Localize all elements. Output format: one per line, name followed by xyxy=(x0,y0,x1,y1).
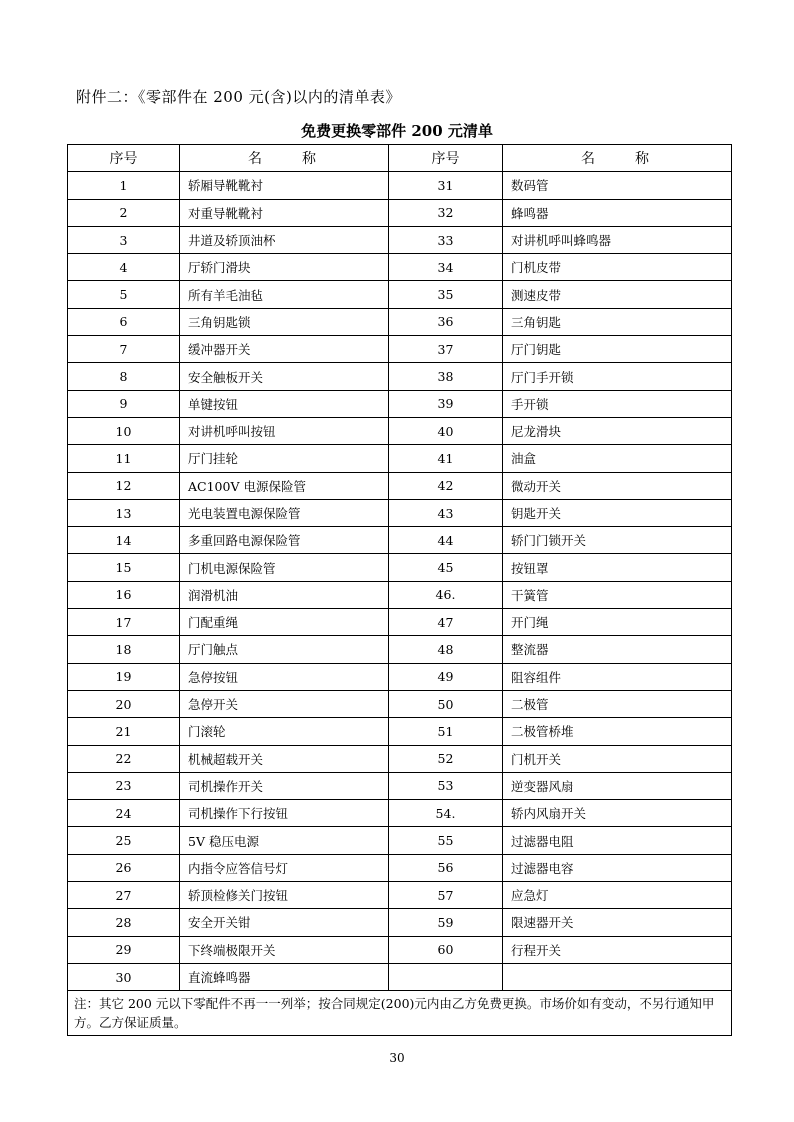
right-number-cell: 35 xyxy=(389,281,503,308)
right-number-cell: 56 xyxy=(389,854,503,881)
right-part-name-cell: 过滤器电阻 xyxy=(503,827,732,854)
left-number-cell: 1 xyxy=(68,172,180,199)
right-part-name-cell: 开门绳 xyxy=(503,609,732,636)
right-number-cell: 34 xyxy=(389,254,503,281)
left-number-cell: 26 xyxy=(68,854,180,881)
table-row xyxy=(68,772,732,799)
table-row xyxy=(68,336,732,363)
table-row xyxy=(68,827,732,854)
parts-table xyxy=(67,144,732,1036)
right-number-cell: 46. xyxy=(389,581,503,608)
left-part-name-cell: 安全开关钳 xyxy=(180,909,389,936)
table-row xyxy=(68,554,732,581)
left-part-name-cell: 门机电源保险管 xyxy=(180,554,389,581)
left-part-name-cell: 单键按钮 xyxy=(180,390,389,417)
left-number-cell: 10 xyxy=(68,417,180,444)
right-number-cell: 41 xyxy=(389,445,503,472)
right-part-name-cell: 测速皮带 xyxy=(503,281,732,308)
table-row xyxy=(68,172,732,199)
left-number-cell: 18 xyxy=(68,636,180,663)
right-part-name-cell: 逆变器风扇 xyxy=(503,772,732,799)
table-row xyxy=(68,254,732,281)
table-row xyxy=(68,800,732,827)
right-number-cell: 54. xyxy=(389,800,503,827)
right-part-name-cell: 油盒 xyxy=(503,445,732,472)
right-part-name-cell: 按钮罩 xyxy=(503,554,732,581)
right-number-cell: 59 xyxy=(389,909,503,936)
left-number-cell: 22 xyxy=(68,745,180,772)
left-part-name-cell: 安全触板开关 xyxy=(180,363,389,390)
left-number-cell: 23 xyxy=(68,772,180,799)
left-part-name-cell: 三角钥匙锁 xyxy=(180,308,389,335)
right-part-name-cell: 整流器 xyxy=(503,636,732,663)
right-number-cell: 53 xyxy=(389,772,503,799)
right-part-name-cell: 行程开关 xyxy=(503,936,732,963)
right-part-name-cell: 过滤器电容 xyxy=(503,854,732,881)
right-number-cell: 37 xyxy=(389,336,503,363)
table-row xyxy=(68,854,732,881)
right-number-cell: 38 xyxy=(389,363,503,390)
right-number-cell: 36 xyxy=(389,308,503,335)
right-number-cell: 50 xyxy=(389,690,503,717)
left-part-name-cell: 门配重绳 xyxy=(180,609,389,636)
table-title: 免费更换零部件 200 元清单 xyxy=(301,122,493,140)
right-part-name-cell: 尼龙滑块 xyxy=(503,417,732,444)
table-row xyxy=(68,281,732,308)
right-part-name-cell: 三角钥匙 xyxy=(503,308,732,335)
table-row xyxy=(68,581,732,608)
right-number-cell xyxy=(389,963,503,990)
header-name-right: 名 称 xyxy=(503,145,732,172)
table-row xyxy=(68,472,732,499)
right-part-name-cell: 蜂鸣器 xyxy=(503,199,732,226)
table-row xyxy=(68,636,732,663)
left-part-name-cell: 所有羊毛油毡 xyxy=(180,281,389,308)
right-part-name-cell: 手开锁 xyxy=(503,390,732,417)
right-part-name-cell xyxy=(503,963,732,990)
left-part-name-cell: 缓冲器开关 xyxy=(180,336,389,363)
table-row xyxy=(68,882,732,909)
table-header-row xyxy=(68,145,732,172)
left-number-cell: 15 xyxy=(68,554,180,581)
right-part-name-cell: 对讲机呼叫蜂鸣器 xyxy=(503,226,732,253)
table-row xyxy=(68,745,732,772)
right-number-cell: 33 xyxy=(389,226,503,253)
left-number-cell: 25 xyxy=(68,827,180,854)
left-part-name-cell: 多重回路电源保险管 xyxy=(180,527,389,554)
left-number-cell: 20 xyxy=(68,690,180,717)
table-row xyxy=(68,718,732,745)
left-number-cell: 16 xyxy=(68,581,180,608)
left-part-name-cell: 轿顶检修关门按钮 xyxy=(180,882,389,909)
table-row xyxy=(68,609,732,636)
right-part-name-cell: 干簧管 xyxy=(503,581,732,608)
left-number-cell: 13 xyxy=(68,499,180,526)
table-row xyxy=(68,226,732,253)
left-number-cell: 4 xyxy=(68,254,180,281)
right-part-name-cell: 钥匙开关 xyxy=(503,499,732,526)
left-number-cell: 2 xyxy=(68,199,180,226)
left-number-cell: 30 xyxy=(68,963,180,990)
table-row xyxy=(68,390,732,417)
right-part-name-cell: 厅门钥匙 xyxy=(503,336,732,363)
right-part-name-cell: 数码管 xyxy=(503,172,732,199)
left-part-name-cell: 轿厢导靴靴衬 xyxy=(180,172,389,199)
left-part-name-cell: 急停开关 xyxy=(180,690,389,717)
left-number-cell: 7 xyxy=(68,336,180,363)
right-number-cell: 31 xyxy=(389,172,503,199)
note-text: 注：其它 200 元以下零配件不再一一列举；按合同规定(200)元内由乙方免费更换。市场价如有变动，不另行通知甲方。乙方保证质量。 xyxy=(68,991,732,1036)
right-number-cell: 47 xyxy=(389,609,503,636)
left-number-cell: 12 xyxy=(68,472,180,499)
right-part-name-cell: 门机皮带 xyxy=(503,254,732,281)
right-number-cell: 43 xyxy=(389,499,503,526)
right-number-cell: 45 xyxy=(389,554,503,581)
table-row xyxy=(68,308,732,335)
left-number-cell: 14 xyxy=(68,527,180,554)
left-part-name-cell: 急停按钮 xyxy=(180,663,389,690)
header-no-left: 序号 xyxy=(68,145,180,172)
table-row xyxy=(68,417,732,444)
right-part-name-cell: 轿门门锁开关 xyxy=(503,527,732,554)
right-part-name-cell: 阻容组件 xyxy=(503,663,732,690)
right-part-name-cell: 轿内风扇开关 xyxy=(503,800,732,827)
left-part-name-cell: 门滚轮 xyxy=(180,718,389,745)
left-part-name-cell: 对重导靴靴衬 xyxy=(180,199,389,226)
table-row xyxy=(68,199,732,226)
right-number-cell: 40 xyxy=(389,417,503,444)
left-number-cell: 5 xyxy=(68,281,180,308)
left-number-cell: 3 xyxy=(68,226,180,253)
left-part-name-cell: 润滑机油 xyxy=(180,581,389,608)
left-number-cell: 29 xyxy=(68,936,180,963)
note-row xyxy=(68,991,732,1036)
left-part-name-cell: AC100V 电源保险管 xyxy=(180,472,389,499)
right-part-name-cell: 限速器开关 xyxy=(503,909,732,936)
right-number-cell: 32 xyxy=(389,199,503,226)
left-number-cell: 21 xyxy=(68,718,180,745)
left-part-name-cell: 司机操作开关 xyxy=(180,772,389,799)
left-number-cell: 8 xyxy=(68,363,180,390)
left-number-cell: 17 xyxy=(68,609,180,636)
right-part-name-cell: 二极管 xyxy=(503,690,732,717)
right-number-cell: 48 xyxy=(389,636,503,663)
left-part-name-cell: 光电装置电源保险管 xyxy=(180,499,389,526)
page-number: 30 xyxy=(389,1051,405,1065)
left-part-name-cell: 内指令应答信号灯 xyxy=(180,854,389,881)
header-name-left: 名 称 xyxy=(180,145,389,172)
right-number-cell: 42 xyxy=(389,472,503,499)
header-no-right: 序号 xyxy=(389,145,503,172)
table-row xyxy=(68,445,732,472)
right-number-cell: 57 xyxy=(389,882,503,909)
left-part-name-cell: 下终端极限开关 xyxy=(180,936,389,963)
right-number-cell: 60 xyxy=(389,936,503,963)
right-number-cell: 55 xyxy=(389,827,503,854)
right-part-name-cell: 应急灯 xyxy=(503,882,732,909)
table-row xyxy=(68,663,732,690)
right-number-cell: 39 xyxy=(389,390,503,417)
right-part-name-cell: 微动开关 xyxy=(503,472,732,499)
left-number-cell: 19 xyxy=(68,663,180,690)
left-part-name-cell: 厅门触点 xyxy=(180,636,389,663)
right-number-cell: 49 xyxy=(389,663,503,690)
right-number-cell: 52 xyxy=(389,745,503,772)
right-number-cell: 51 xyxy=(389,718,503,745)
left-number-cell: 11 xyxy=(68,445,180,472)
left-number-cell: 6 xyxy=(68,308,180,335)
right-part-name-cell: 厅门手开锁 xyxy=(503,363,732,390)
table-row xyxy=(68,363,732,390)
left-part-name-cell: 5V 稳压电源 xyxy=(180,827,389,854)
table-row xyxy=(68,936,732,963)
left-part-name-cell: 井道及轿顶油杯 xyxy=(180,226,389,253)
left-part-name-cell: 司机操作下行按钮 xyxy=(180,800,389,827)
table-row xyxy=(68,499,732,526)
attachment-heading: 附件二：《零部件在 200 元(含)以内的清单表》 xyxy=(76,88,401,106)
left-part-name-cell: 厅门挂轮 xyxy=(180,445,389,472)
table-row xyxy=(68,527,732,554)
left-part-name-cell: 厅轿门滑块 xyxy=(180,254,389,281)
right-number-cell: 44 xyxy=(389,527,503,554)
left-number-cell: 9 xyxy=(68,390,180,417)
table-row xyxy=(68,909,732,936)
left-number-cell: 27 xyxy=(68,882,180,909)
left-number-cell: 24 xyxy=(68,800,180,827)
left-part-name-cell: 对讲机呼叫按钮 xyxy=(180,417,389,444)
right-part-name-cell: 门机开关 xyxy=(503,745,732,772)
left-part-name-cell: 直流蜂鸣器 xyxy=(180,963,389,990)
left-part-name-cell: 机械超载开关 xyxy=(180,745,389,772)
left-number-cell: 28 xyxy=(68,909,180,936)
right-part-name-cell: 二极管桥堆 xyxy=(503,718,732,745)
table-body xyxy=(68,172,732,991)
table-row xyxy=(68,963,732,990)
table-row xyxy=(68,690,732,717)
